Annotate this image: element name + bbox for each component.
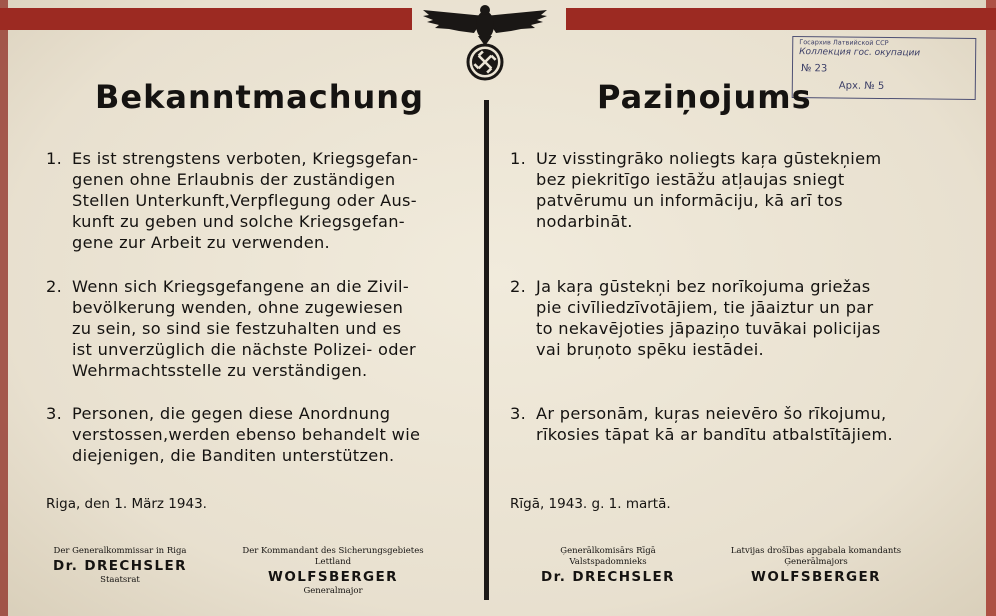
item-line: Personen, die gegen diese Anordnung — [72, 404, 391, 423]
eagle-emblem-icon — [419, 2, 551, 82]
stamp-line-1: Госархив Латвийской ССР — [799, 38, 889, 48]
archive-stamp — [792, 36, 977, 100]
signature-title: Ģenerālkomisārs Rīgā — [560, 546, 656, 556]
signature-subtitle: Lettland — [314, 557, 352, 567]
item-line: genen ohne Erlaubnis der zuständigen — [72, 170, 396, 189]
item-line: verstossen,werden ebenso behandelt wie — [72, 425, 421, 444]
item-number: 3. — [46, 404, 63, 423]
signature-title: Der Kommandant des Sicherungsgebietes — [242, 546, 424, 556]
item-line: rīkosies tāpat kā ar bandītu atbalstītājiem. — [536, 425, 893, 444]
signature-subtitle: Ģenerālmajors — [784, 557, 848, 567]
stamp-number: № 23 — [800, 63, 828, 75]
item-line: gene zur Arbeit zu verwenden. — [72, 233, 331, 252]
item-line: nodarbināt. — [536, 212, 633, 231]
top-red-band-right — [566, 8, 996, 30]
item-line: Stellen Unterkunft,Verpflegung oder Aus- — [72, 191, 417, 210]
german-signature-commandant — [240, 546, 426, 597]
stamp-line-2: Коллекция гос. окупации — [799, 47, 921, 59]
german-signature-commissioner — [36, 546, 204, 586]
signature-name: Dr. DRECHSLER — [541, 569, 675, 585]
latvian-signature-commissioner — [520, 546, 696, 586]
item-line: Ar personām, kuŗas neievēro šo rīkojumu, — [536, 404, 887, 423]
signature-rank: Staatsrat — [100, 575, 140, 585]
signature-name: Dr. DRECHSLER — [53, 558, 187, 574]
item-number: 3. — [510, 404, 527, 423]
signature-title: Latvijas drošības apgabala komandants — [730, 546, 902, 556]
item-line: Ja kaŗa gūstekņi bez norīkojuma griežas — [536, 277, 871, 296]
item-line: Wehrmachtsstelle zu verständigen. — [72, 361, 368, 380]
item-line: zu sein, so sind sie festzuhalten und es — [72, 319, 402, 338]
item-line: kunft zu geben und solche Kriegsgefan- — [72, 212, 405, 231]
item-number: 1. — [46, 149, 63, 168]
item-line: to nekavējoties jāpaziņo tuvākai policijas — [536, 319, 881, 338]
item-line: vai bruņoto spēku iestādei. — [536, 340, 764, 359]
top-red-band-left — [0, 8, 412, 30]
signature-rank: Generalmajor — [303, 586, 363, 596]
signature-name: WOLFSBERGER — [268, 569, 398, 585]
item-line: Wenn sich Kriegsgefangene an die Zivil- — [72, 277, 409, 296]
latvian-signature-commandant — [706, 546, 926, 586]
latvian-place-date: Rīgā, 1943. g. 1. martā. — [510, 496, 671, 512]
item-line: bevölkerung wenden, ohne zugewiesen — [72, 298, 404, 317]
signature-subtitle: Valstspadomnieks — [569, 557, 647, 567]
stamp-archive-number: Арх. № 5 — [838, 80, 885, 93]
latvian-title: Paziņojums — [597, 78, 812, 116]
signature-title: Der Generalkommissar in Riga — [53, 546, 187, 556]
item-line: bez piekritīgo iestāžu atļaujas sniegt — [536, 170, 845, 189]
signature-name: WOLFSBERGER — [751, 569, 881, 585]
german-title: Bekanntmachung — [95, 78, 424, 116]
item-line: patvērumu un informāciju, kā arī tos — [536, 191, 843, 210]
item-line: Es ist strengstens verboten, Kriegsgefan- — [72, 149, 419, 168]
item-number: 1. — [510, 149, 527, 168]
left-red-edge — [0, 0, 8, 616]
right-red-edge — [986, 0, 996, 616]
german-place-date: Riga, den 1. März 1943. — [46, 496, 207, 512]
item-line: diejenigen, die Banditen unterstützen. — [72, 446, 395, 465]
item-line: ist unverzüglich die nächste Polizei- oder — [72, 340, 416, 359]
item-number: 2. — [46, 277, 63, 296]
item-number: 2. — [510, 277, 527, 296]
item-line: Uz visstingrāko noliegts kaŗa gūstekņiem — [536, 149, 882, 168]
column-divider — [484, 100, 489, 600]
item-line: pie civīliedzīvotājiem, tie jāaiztur un par — [536, 298, 874, 317]
